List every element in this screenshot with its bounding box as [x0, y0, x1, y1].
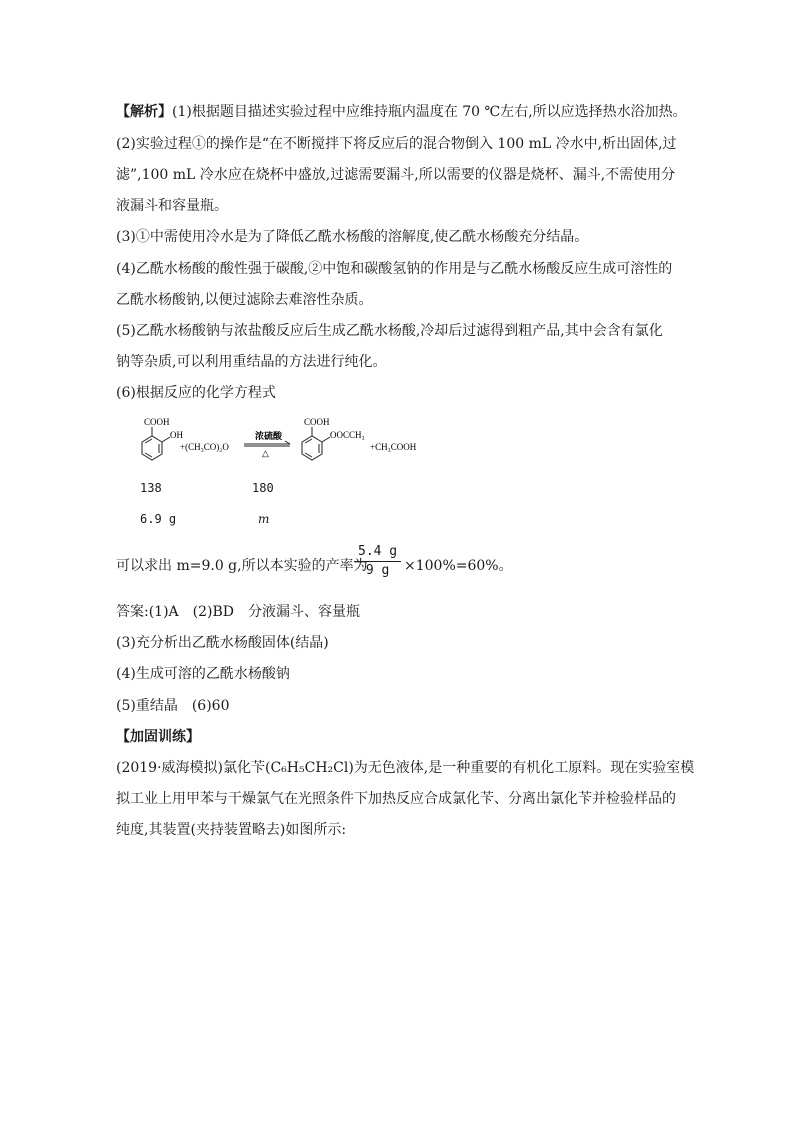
analysis-p4b: 乙酰水杨酸钠,以便过滤除去难溶性杂质。 — [116, 292, 373, 308]
training-tag: 【加固训练】 — [116, 729, 200, 745]
molar-mass-aspirin: 180 — [252, 481, 274, 495]
analysis-line-1 — [116, 102, 687, 122]
training-line-3: 纯度,其装置(夹持装置略去)如图所示: — [116, 822, 347, 838]
yield-prefix: 可以求出 m=9.0 g,所以本实验的产率为 — [116, 558, 368, 574]
answer-line-4: (4)生成可溶的乙酰水杨酸钠 — [116, 666, 290, 682]
reagent-label: +(CH₃CO)₂O — [180, 442, 229, 452]
yield-fraction — [354, 543, 401, 580]
oh-label: OH — [170, 430, 183, 440]
cooh-label-1: COOH — [144, 417, 170, 427]
heat-symbol: △ — [262, 448, 269, 458]
reaction-arrow — [244, 441, 290, 446]
product-substituent: OOCCH₃ — [330, 430, 365, 440]
salicylic-acid-structure — [142, 427, 170, 460]
answer-line-1: 答案:(1)A (2)BD 分液漏斗、容量瓶 — [116, 604, 361, 620]
amount-aspirin: m — [258, 512, 270, 526]
analysis-p2c: 液漏斗和容量瓶。 — [116, 198, 228, 214]
reaction-scheme — [130, 412, 450, 472]
analysis-tag: 【解析】 — [116, 104, 172, 120]
fraction-denominator: 9 g — [365, 563, 390, 578]
training-line-1: (2019·威海模拟)氯化苄(C₆H₅CH₂Cl)为无色液体,是一种重要的有机化工原料。现在实验室模 — [116, 760, 695, 776]
analysis-p3: (3)①中需使用冷水是为了降低乙酰水杨酸的溶解度,使乙酰水杨酸充分结晶。 — [116, 229, 589, 245]
amount-salicylic: 6.9 g — [140, 512, 177, 526]
analysis-p5a: (5)乙酰水杨酸钠与浓盐酸反应后生成乙酰水杨酸,冷却后过滤得到粗产品,其中会含有氯化 — [116, 323, 663, 339]
answer-line-3: (3)充分析出乙酰水杨酸固体(结晶) — [116, 635, 329, 651]
molar-mass-salicylic: 138 — [140, 481, 162, 495]
analysis-p2b: 滤”,100 mL 冷水应在烧杯中盛放,过滤需要漏斗,所以需要的仪器是烧杯、漏斗,不需使用分 — [116, 167, 676, 183]
analysis-p2a: (2)实验过程①的操作是“在不断搅拌下将反应后的混合物倒入 100 mL 冷水中,析出固体,过 — [116, 136, 677, 152]
analysis-p4a: (4)乙酰水杨酸的酸性强于碳酸,②中饱和碳酸氢钠的作用是与乙酰水杨酸反应生成可溶性的 — [116, 261, 673, 277]
analysis-p5b: 钠等杂质,可以利用重结晶的方法进行纯化。 — [116, 354, 387, 370]
fraction-numerator: 5.4 g — [354, 543, 401, 562]
yield-suffix: ×100%=60%。 — [404, 558, 513, 574]
cooh-label-2: COOH — [304, 417, 330, 427]
analysis-p6: (6)根据反应的化学方程式 — [116, 385, 276, 401]
training-line-2: 拟工业上用甲苯与干燥氯气在光照条件下加热反应合成氯化苄、分离出氯化苄并检验样品的 — [116, 791, 676, 807]
answer-line-5: (5)重结晶 (6)60 — [116, 698, 230, 714]
aspirin-structure — [302, 427, 330, 460]
analysis-p1: (1)根据题目描述实验过程中应维持瓶内温度在 70 ℃左右,所以应选择热水浴加热。 — [172, 104, 687, 120]
catalyst-label: 浓硫酸 — [255, 431, 283, 441]
byproduct-label: +CH₃COOH — [370, 442, 417, 452]
